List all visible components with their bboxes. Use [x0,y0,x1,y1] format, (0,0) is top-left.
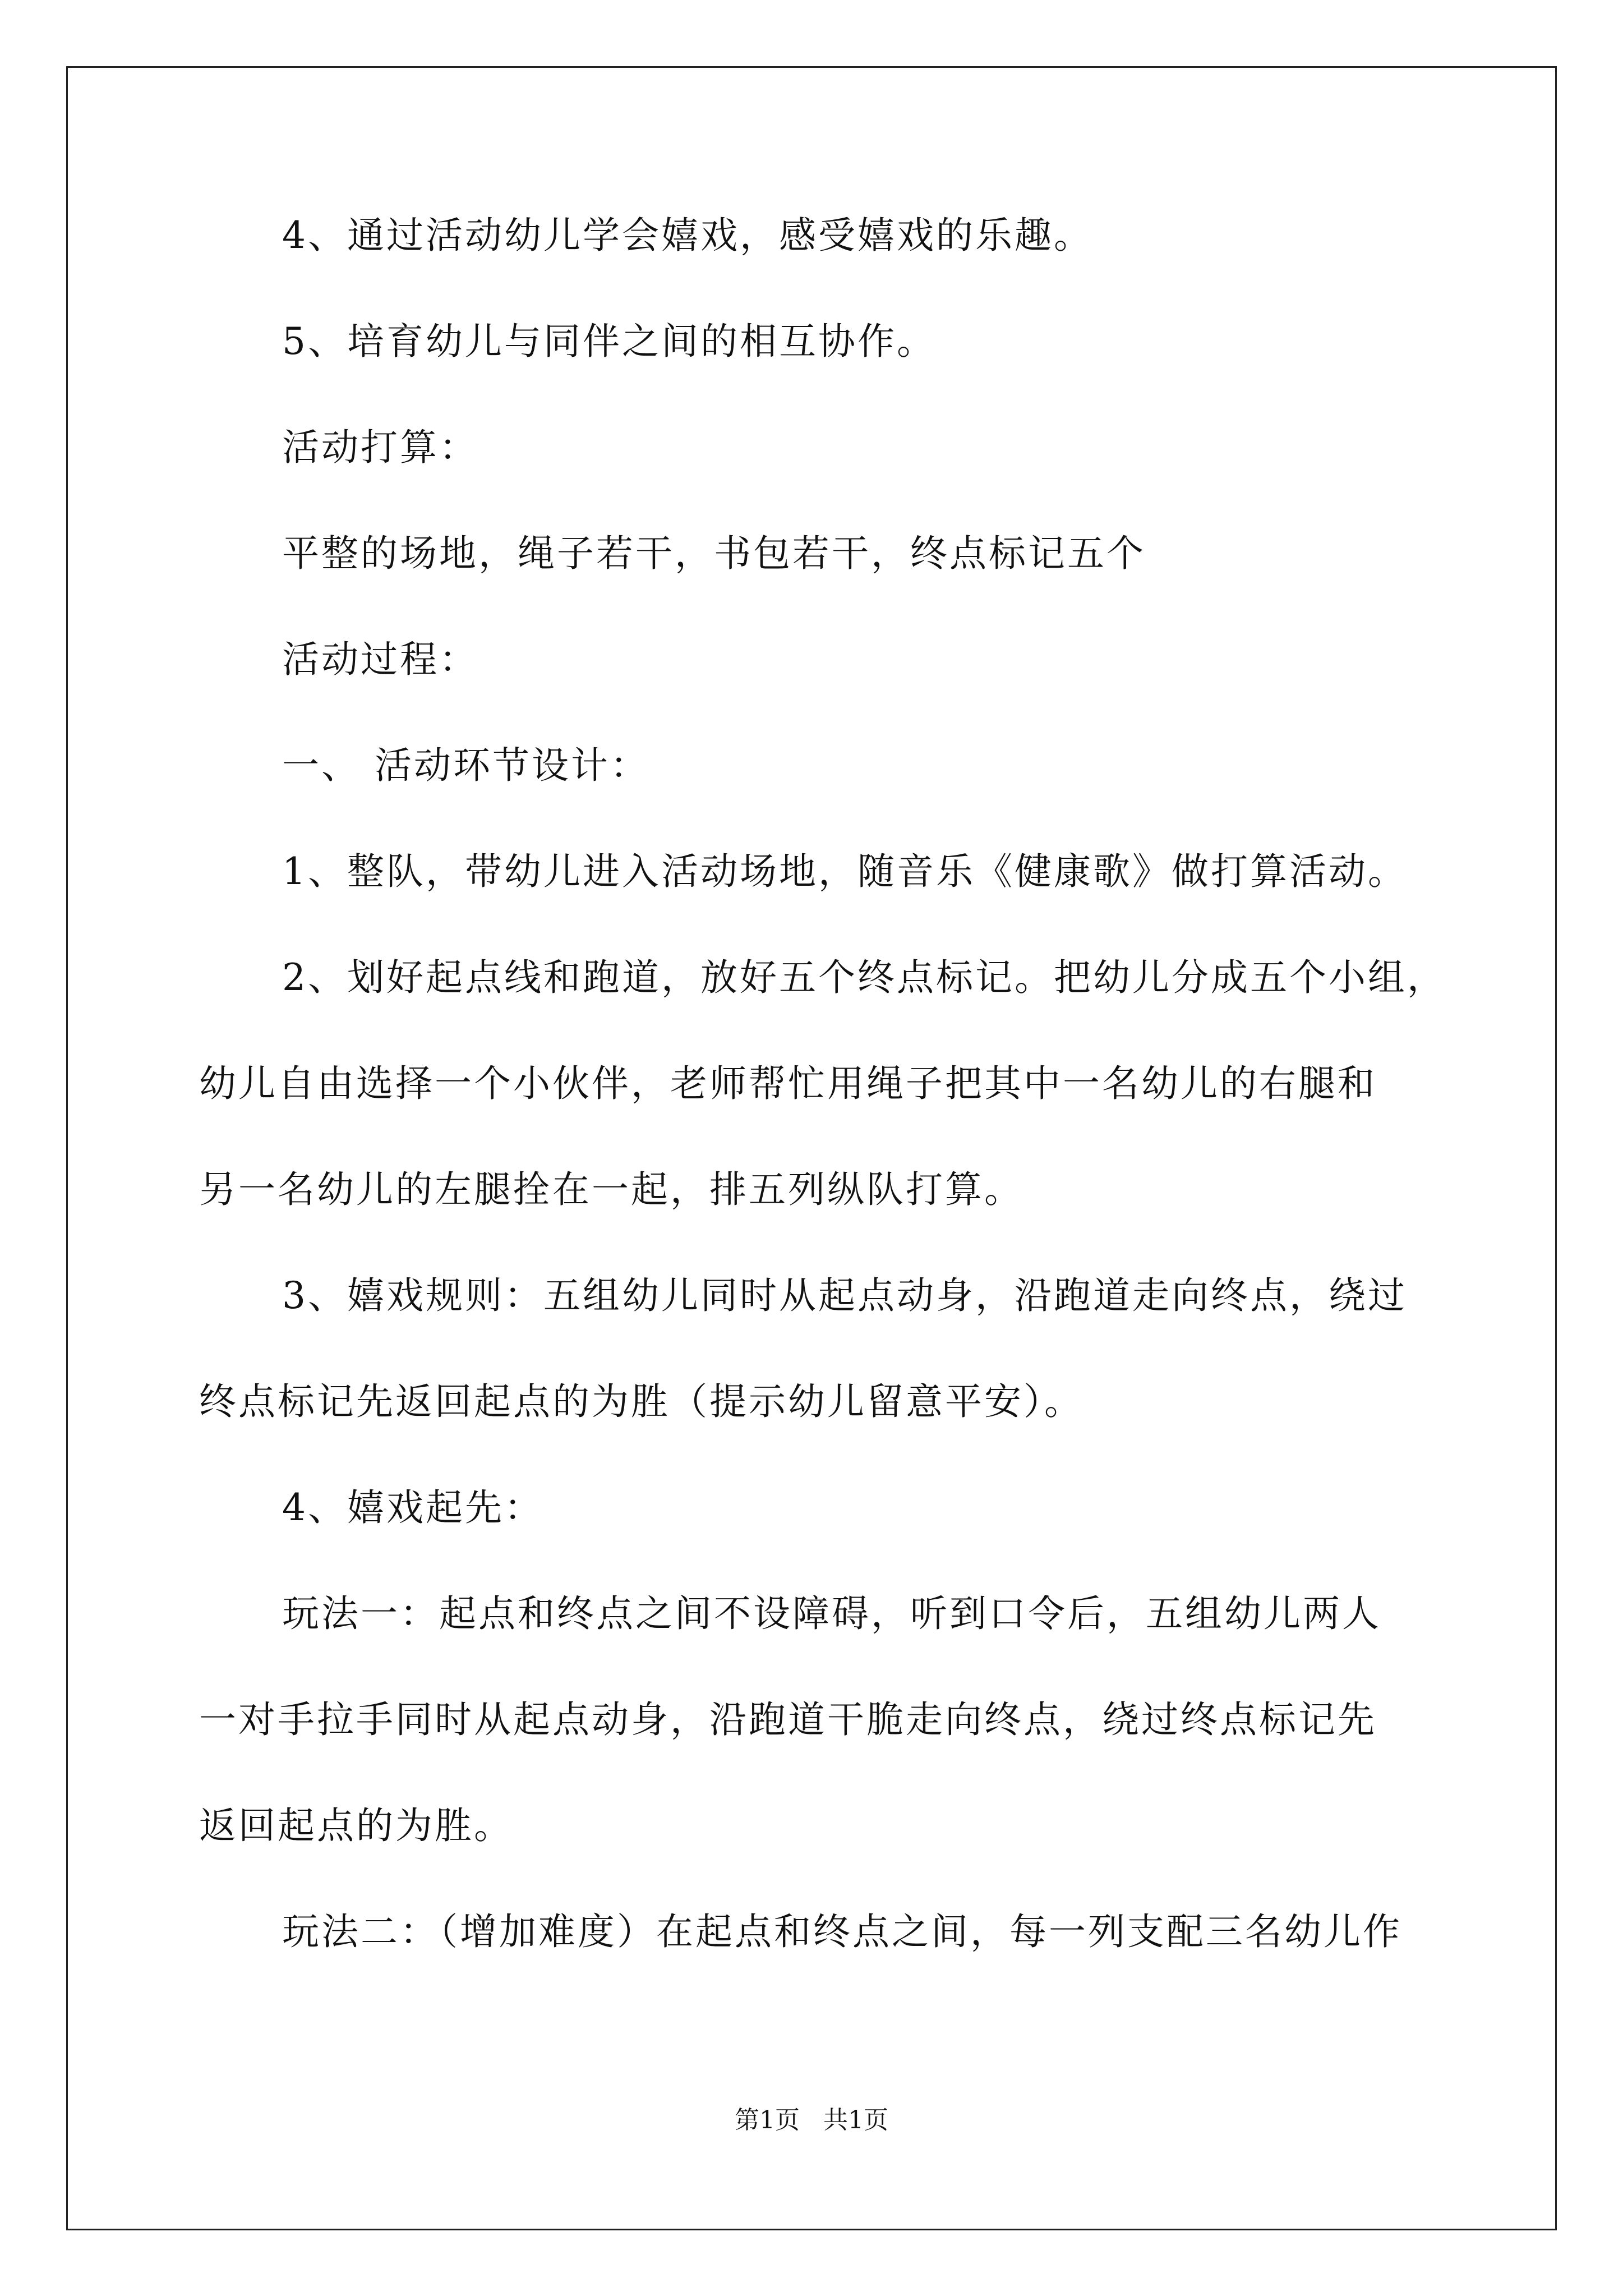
paragraph-line: 终点标记先返回起点的为胜（提示幼儿留意平安）。 [199,1380,1083,1423]
paragraph-line: 玩法一：起点和终点之间不设障碍，听到口令后，五组幼儿两人 [282,1592,1381,1635]
paragraph-line: 4、通过活动幼儿学会嬉戏，感受嬉戏的乐趣。 [282,214,1093,257]
paragraph-line: 3、嬉戏规则：五组幼儿同时从起点动身，沿跑道走向终点，绕过 [282,1274,1407,1317]
paragraph-line: 4、嬉戏起先： [282,1486,543,1529]
paragraph-line: 另一名幼儿的左腿拴在一起，排五列纵队打算。 [199,1168,1023,1211]
section-heading: 活动过程： [282,638,478,681]
paragraph-line: 1、整队，带幼儿进入活动场地，随音乐《健康歌》做打算活动。 [282,850,1407,893]
page-footer: 第1页 共1页 [735,2106,888,2134]
paragraph-line: 幼儿自由选择一个小伙伴，老师帮忙用绳子把其中一名幼儿的右腿和 [199,1062,1377,1105]
paragraph-line: 平整的场地，绳子若干，书包若干，终点标记五个 [282,532,1146,575]
paragraph-line: 5、培育幼儿与同伴之间的相互协作。 [282,320,936,363]
section-heading: 活动打算： [282,426,478,469]
section-heading: 一、 活动环节设计： [282,744,649,787]
paragraph-line: 返回起点的为胜。 [199,1804,513,1847]
paragraph-line: 玩法二：（增加难度）在起点和终点之间，每一列支配三名幼儿作 [282,1910,1402,1953]
page-frame [66,66,1557,2230]
paragraph-line: 2、划好起点线和跑道，放好五个终点标记。把幼儿分成五个小组， [282,956,1446,999]
paragraph-line: 一对手拉手同时从起点动身，沿跑道干脆走向终点，绕过终点标记先 [199,1698,1377,1741]
